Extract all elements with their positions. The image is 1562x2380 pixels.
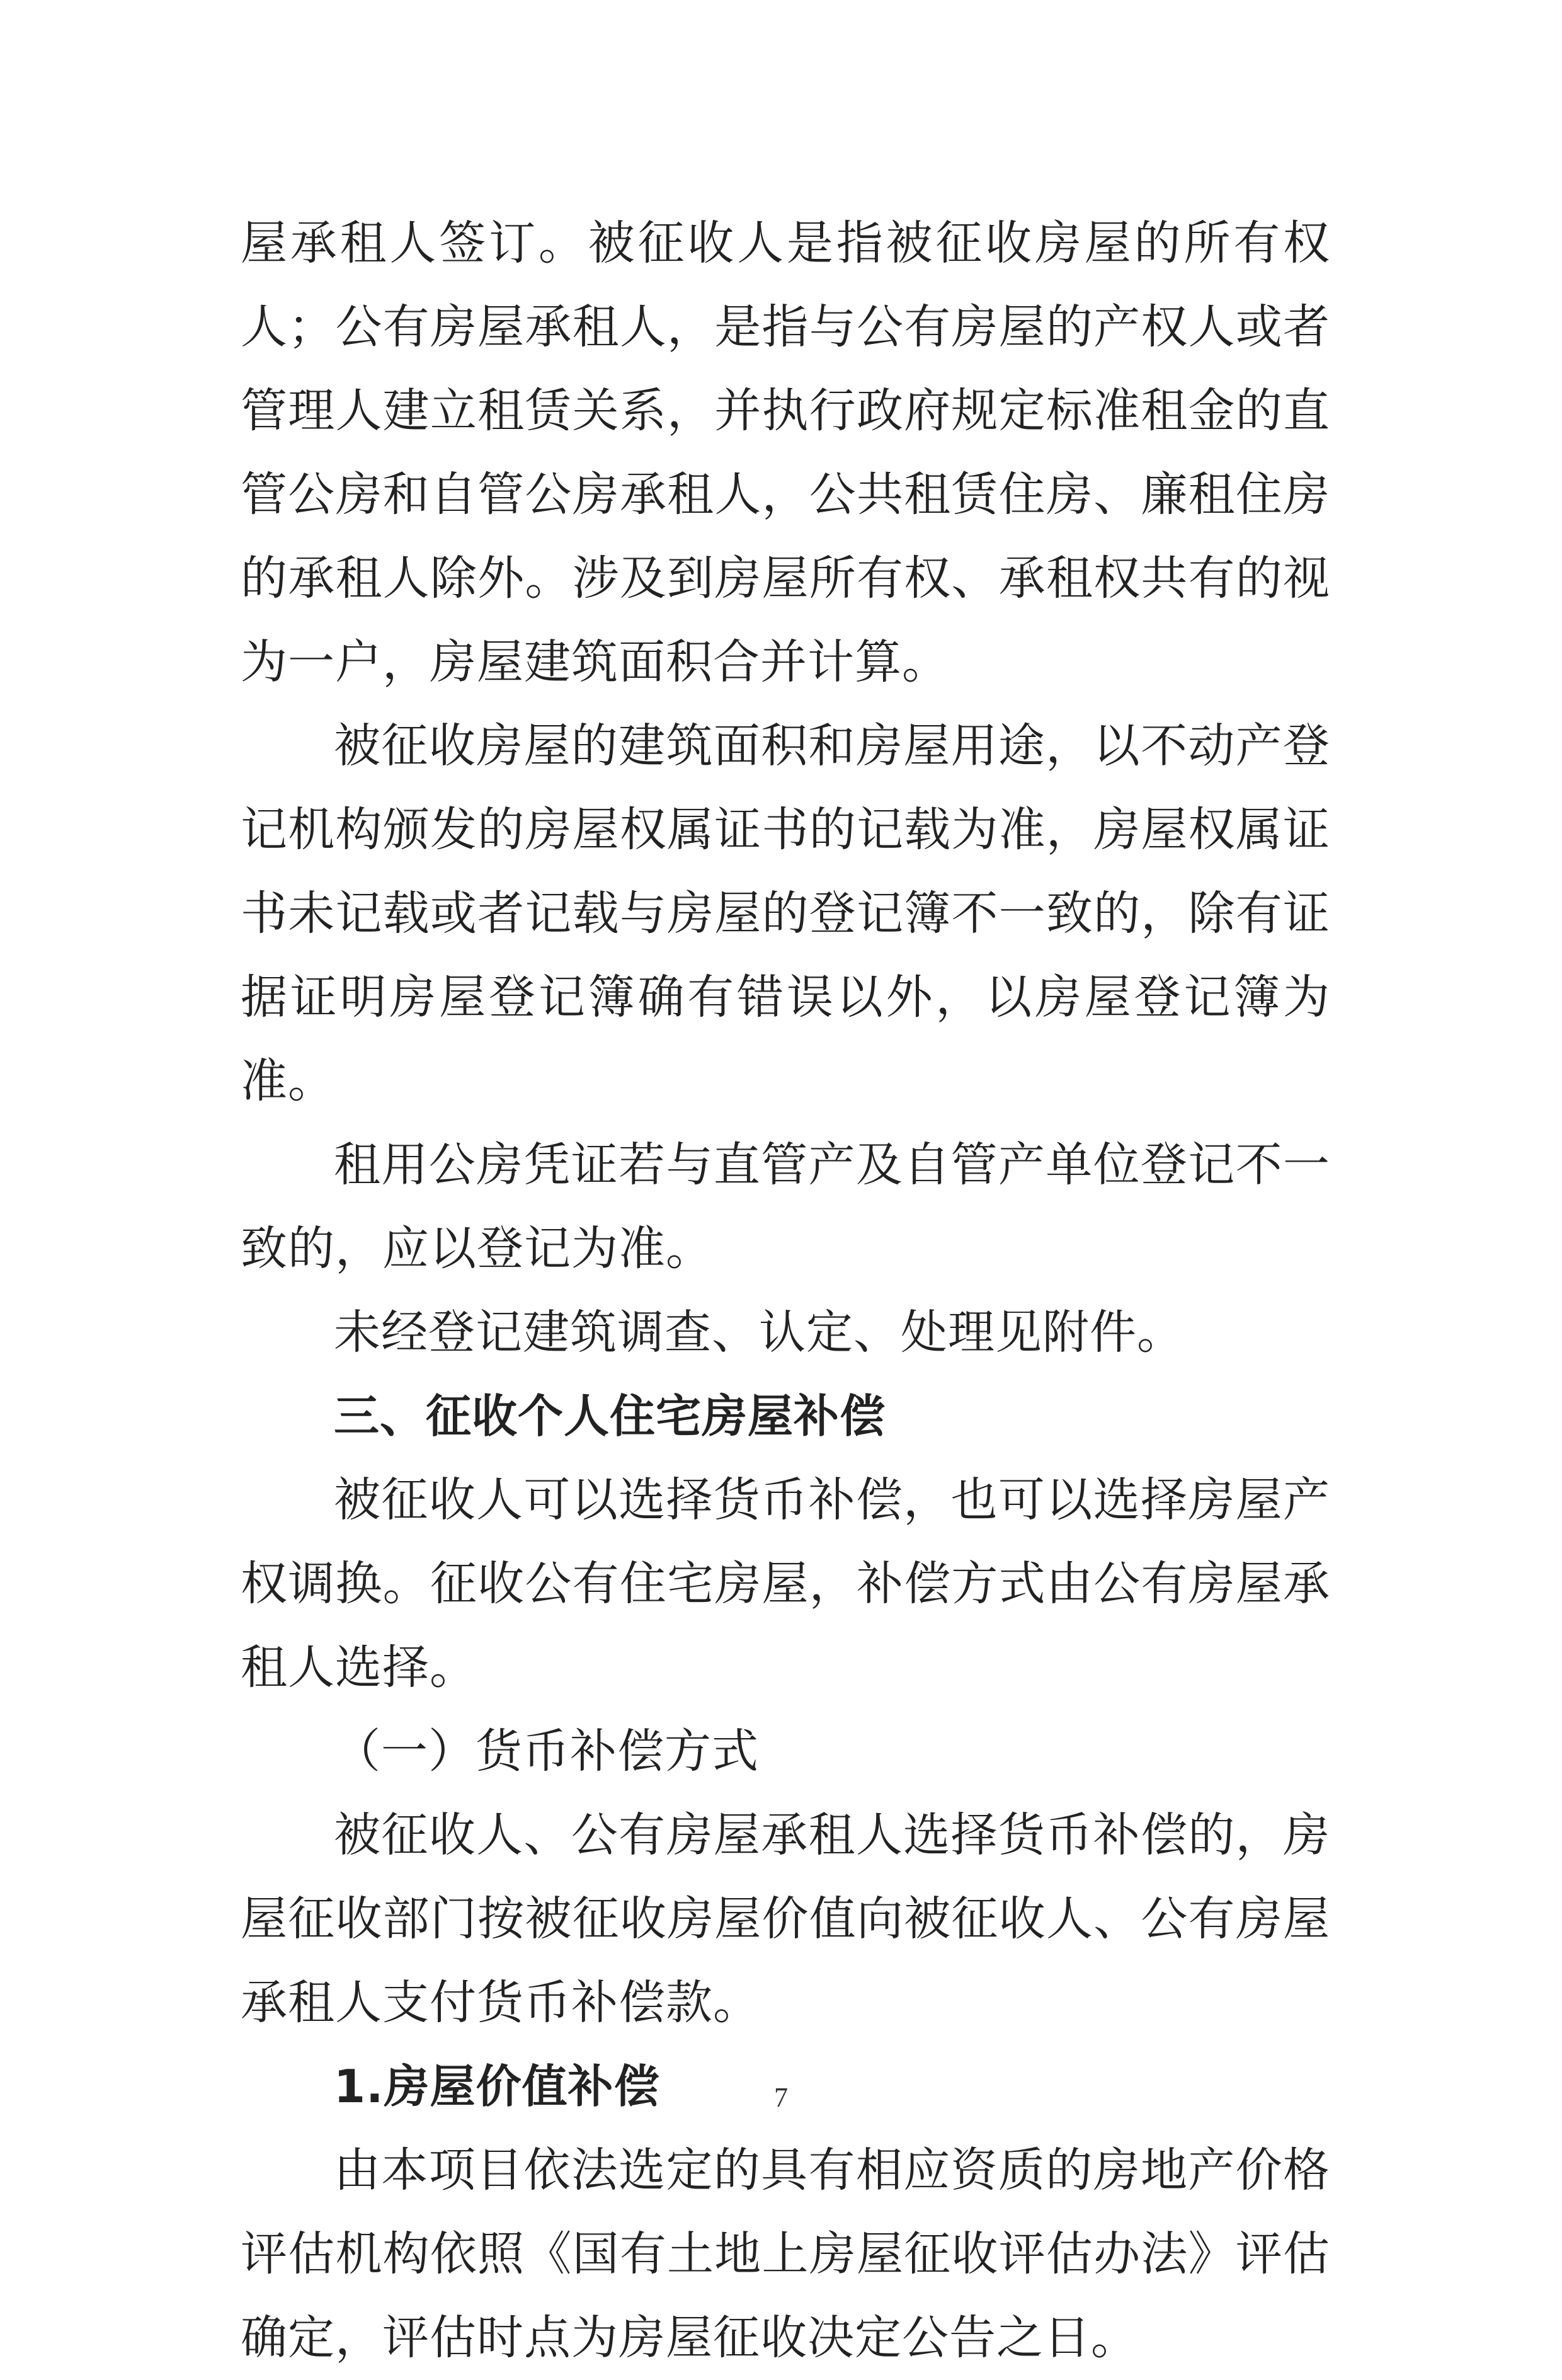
subheading-monetary-compensation: （一）货币补偿方式 bbox=[334, 1724, 759, 1778]
paragraph-valuation-method: 由本项目依法选定的具有相应资质的房地产价格评估机构依照《国有土地上房屋征收评估办法》评估确定，评估时点为房屋征收决定公告之日。 bbox=[241, 2143, 1330, 2365]
subheading-house-value-compensation: 1.房屋价值补偿 bbox=[334, 2060, 660, 2113]
paragraph-public-housing-lease-voucher: 租用公房凭证若与直管产及自管产单位登记不一致的，应以登记为准。 bbox=[241, 1138, 1330, 1276]
paragraph-compensation-options: 被征收人可以选择货币补偿，也可以选择房屋产权调换。征收公有住宅房屋，补偿方式由公有房屋承租人选择。 bbox=[241, 1473, 1330, 1695]
section-heading-residential-compensation: 三、征收个人住宅房屋补偿 bbox=[334, 1390, 886, 1443]
paragraph-continuation-tenant-definition: 屋承租人签订。被征收人是指被征收房屋的所有权人；公有房屋承租人，是指与公有房屋的产权人或者管理人建立租赁关系，并执行政府规定标准租金的直管公房和自管公房承租人，公共租赁住房、廉租住房的承租人除外。涉及到房屋所有权、承租权共有的视为一户，房屋建筑面积合并计算。 bbox=[241, 216, 1330, 689]
paragraph-unregistered-buildings: 未经登记建筑调查、认定、处理见附件。 bbox=[334, 1305, 1184, 1359]
page-number: 7 bbox=[774, 2082, 788, 2113]
paragraph-building-area-basis: 被征收房屋的建筑面积和房屋用途，以不动产登记机构颁发的房屋权属证书的记载为准，房屋权属证书未记载或者记载与房屋的登记簿不一致的，除有证据证明房屋登记簿确有错误以外，以房屋登记簿为准。 bbox=[241, 719, 1330, 1108]
paragraph-monetary-compensation-payment: 被征收人、公有房屋承租人选择货币补偿的，房屋征收部门按被征收房屋价值向被征收人、公有房屋承租人支付货币补偿款。 bbox=[241, 1808, 1330, 2030]
